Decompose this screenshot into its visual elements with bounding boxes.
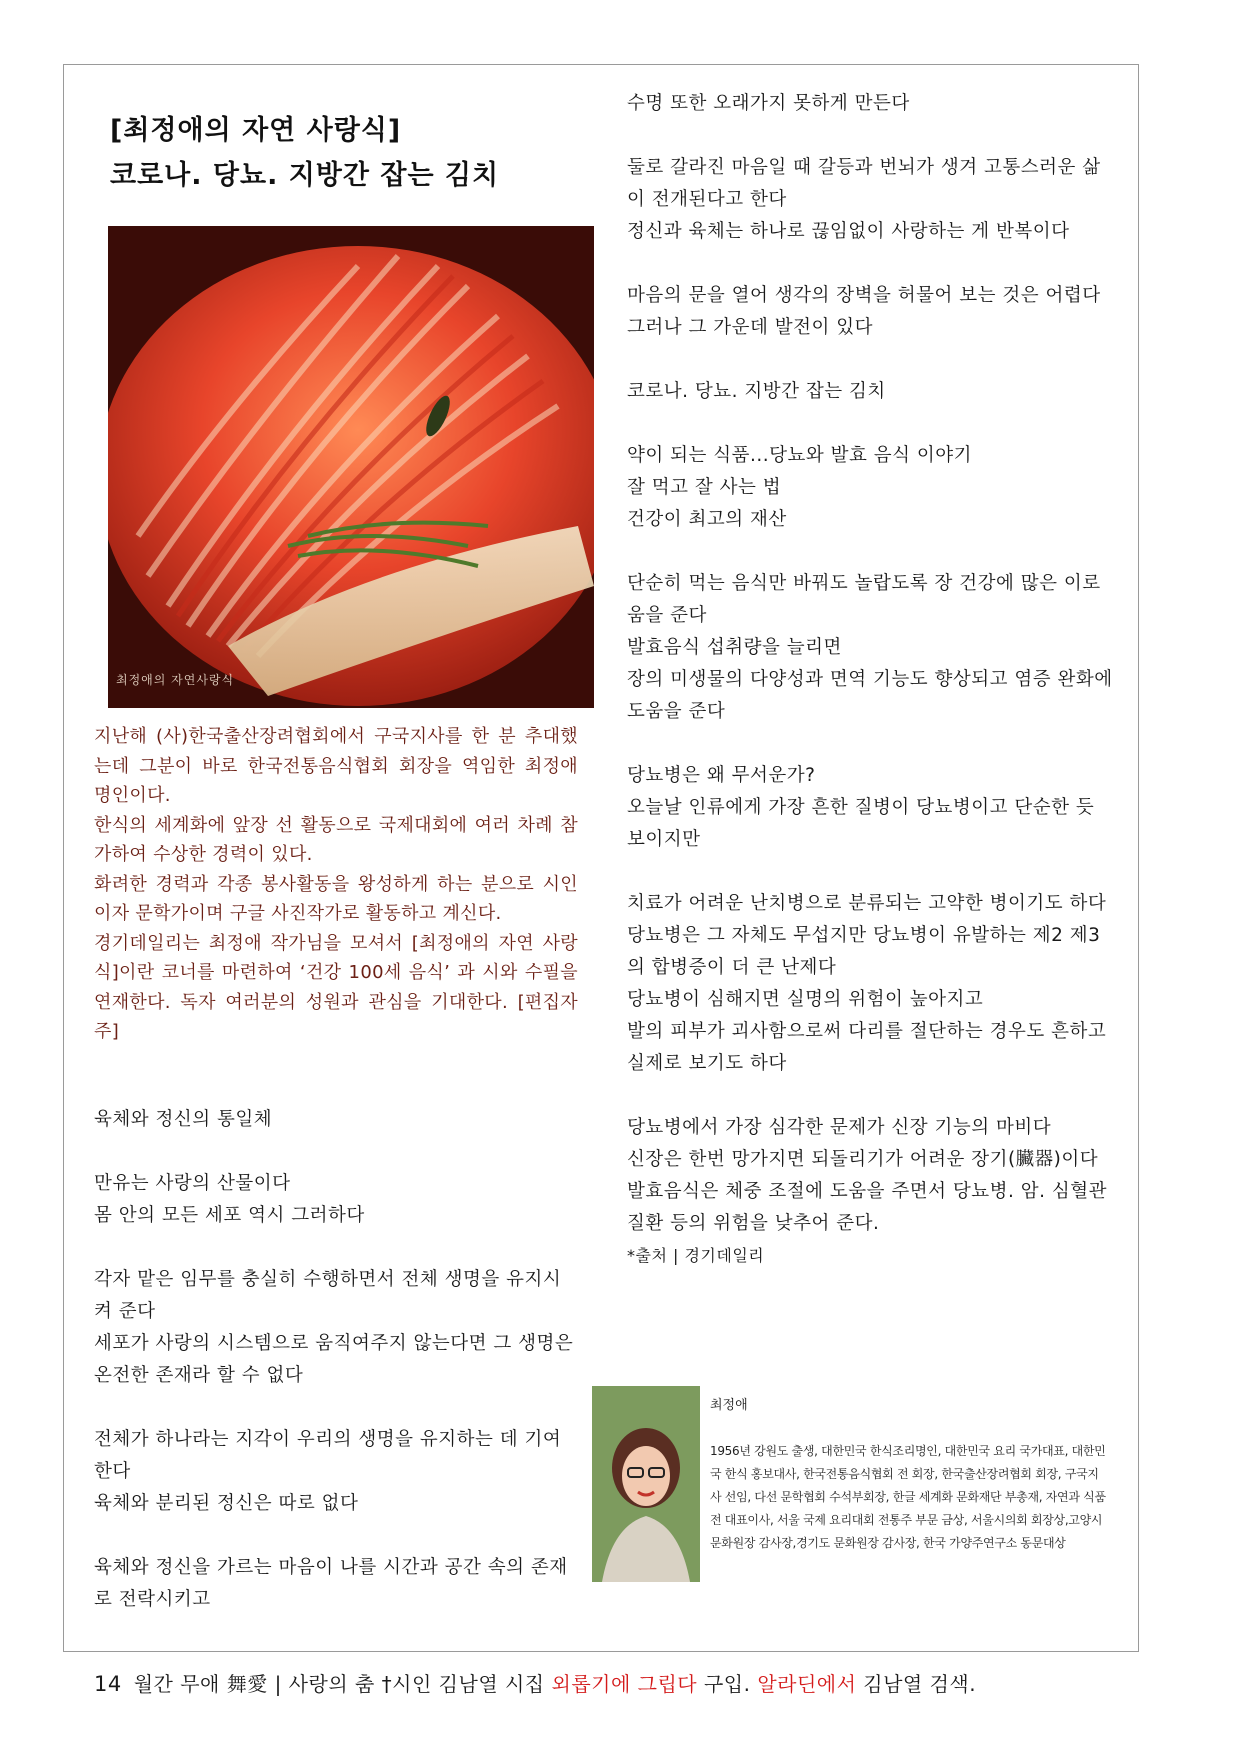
body-line: 발효음식은 체중 조절에 도움을 주면서 당뇨병. 암. 심혈관질환 등의 위험을 낮추어 준다. [627,1181,1107,1234]
footer-store: 알라딘에서 [757,1672,857,1696]
body-line: 육체와 정신의 통일체 [94,1109,273,1130]
footer-text: 김남열 검색. [856,1672,977,1696]
body-line: 육체와 정신을 가르는 마음이 나를 시간과 공간 속의 존재로 전락시키고 [94,1557,568,1610]
page-footer [94,1668,976,1697]
body-line: 당뇨병은 그 자체도 무섭지만 당뇨병이 유발하는 제2 제3의 합병증이 더 큰 난제다 [627,925,1101,978]
title-line-2: 코로나. 당뇨. 지방간 잡는 김치 [110,160,500,191]
author-portrait [592,1386,700,1582]
body-line: 발의 피부가 괴사함으로써 다리를 절단하는 경우도 흔하고 실제로 보기도 하다 [627,1021,1107,1074]
right-column-body [627,88,1113,1272]
body-line: 발효음식 섭취량을 늘리면 [627,637,842,658]
body-line: 약이 되는 식품...당뇨와 발효 음식 이야기 [627,445,972,466]
body-line: 정신과 육체는 하나로 끊임없이 사랑하는 게 반복이다 [627,221,1070,242]
page-number: 14 [94,1672,122,1696]
title-line-1: [최정애의 자연 사랑식] [110,115,402,146]
body-line: 육체와 분리된 정신은 따로 없다 [94,1493,359,1514]
author-profile [592,1386,1110,1586]
editor-intro [94,722,578,1047]
body-line: 각자 맡은 임무를 충실히 수행하면서 전체 생명을 유지시켜 준다 [94,1269,562,1322]
body-line: 단순히 먹는 음식만 바꿔도 놀랍도록 장 건강에 많은 이로움을 준다 [627,573,1101,626]
footer-book-title: 외롭기에 그립다 [551,1672,698,1696]
body-line: 세포가 사랑의 시스템으로 움직여주지 않는다면 그 생명은 온전한 존재라 할 수 없다 [94,1333,574,1386]
intro-paragraph: 한식의 세계화에 앞장 선 활동으로 국제대회에 여러 차례 참가하여 수상한 경력이 있다. [94,814,578,865]
kimchi-photo [108,226,594,708]
body-line: 당뇨병이 심해지면 실명의 위험이 높아지고 [627,989,984,1010]
body-line: 당뇨병은 왜 무서운가? [627,765,816,786]
body-line: 코로나. 당뇨. 지방간 잡는 김치 [627,381,886,402]
body-line: 그러나 그 가운데 발전이 있다 [627,317,873,338]
body-line: 당뇨병에서 가장 심각한 문제가 신장 기능의 마비다 [627,1117,1052,1138]
body-line: 몸 안의 모든 세포 역시 그러하다 [94,1205,365,1226]
body-line: 전체가 하나라는 지각이 우리의 생명을 유지하는 데 기여한다 [94,1429,562,1482]
article-title [110,108,499,198]
author-bio: 1956년 강원도 출생, 대한민국 한식조리명인, 대한민국 요리 국가대표, 대한민국 한식 홍보대사, 한국전통음식협회 전 회장, 한국출산장려협회 회장, 구국지사 선임, 다선 문학협회 수석부회장, 한글 세계화 문화재단 부총재, 자연과 식품 전 대표이사, 서울 국제 요리대회 전통주 부문 금상, 서울시의회 회장상,고양시 문화원장 감사장,경기도 문화원장 감사장, 한국 가양주연구소 동문대상 [710,1444,1106,1550]
photo-caption: 최정애의 자연사랑식 [116,673,235,687]
body-line: 둘로 갈라진 마음일 때 갈등과 번뇌가 생겨 고통스러운 삶이 전개된다고 한다 [627,157,1101,210]
author-photo [592,1386,700,1582]
body-line: 오늘날 인류에게 가장 흔한 질병이 당뇨병이고 단순한 듯 보이지만 [627,797,1095,850]
source-credit: *출처 | 경기데일리 [627,1246,765,1265]
author-name: 최정애 [710,1398,748,1413]
kimchi-illustration [108,226,594,708]
intro-paragraph: 화려한 경력과 각종 봉사활동을 왕성하게 하는 분으로 시인이자 문학가이며 구글 사진작가로 활동하고 계신다. [94,873,578,924]
intro-paragraph: 경기데일리는 최정애 작가님을 모셔서 [최정애의 자연 사랑식]이란 코너를 마련하여 ‘건강 100세 음식’ 과 시와 수필을 연재한다. 독자 여러분의 성원과 관심을 기대한다. [편집자 주] [94,932,578,1042]
body-line: 잘 먹고 잘 사는 법 [627,477,782,498]
footer-text: 월간 무애 舞愛 | 사랑의 춤 †시인 김남열 시집 [133,1672,552,1696]
body-line: 만유는 사랑의 산물이다 [94,1173,291,1194]
footer-text: 구입. [697,1672,758,1696]
intro-paragraph: 지난해 (사)한국출산장려협회에서 구국지사를 한 분 추대했는데 그분이 바로 한국전통음식협회 회장을 역임한 최정애 명인이다. [94,726,578,806]
body-line: 장의 미생물의 다양성과 면역 기능도 향상되고 염증 완화에 도움을 준다 [627,669,1113,722]
left-column-body [94,1104,578,1616]
body-line: 신장은 한번 망가지면 되돌리기가 어려운 장기(臟器)이다 [627,1149,1099,1170]
body-line: 마음의 문을 열어 생각의 장벽을 허물어 보는 것은 어렵다 [627,285,1101,306]
body-line: 수명 또한 오래가지 못하게 만든다 [627,93,910,114]
body-line: 치료가 어려운 난치병으로 분류되는 고약한 병이기도 하다 [627,893,1107,914]
body-line: 건강이 최고의 재산 [627,509,787,530]
